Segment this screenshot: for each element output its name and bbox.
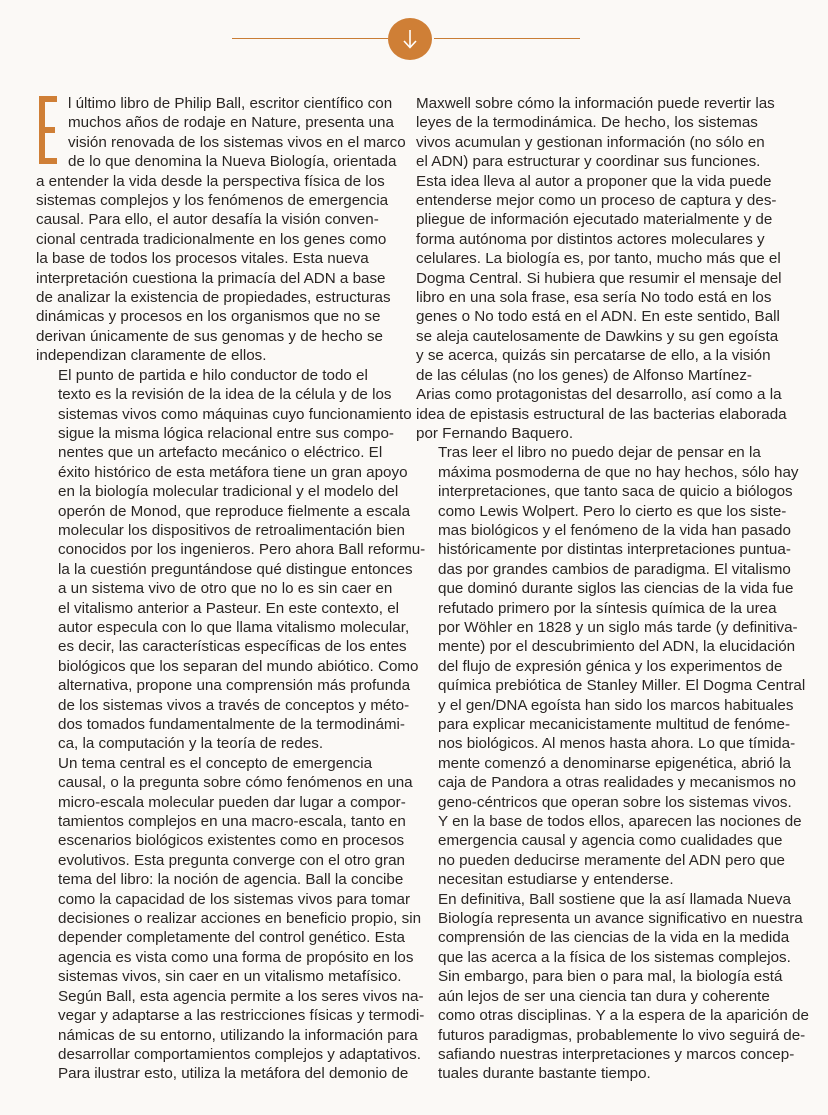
text-line: micro-escala molecular pueden dar lugar a compor- (58, 793, 406, 811)
right-column-paragraph (416, 890, 809, 1084)
text-line: molecular los dispositivos de retroalimentación bien (58, 521, 405, 539)
text-line: celulares. La biología es, por tanto, mucho más que el (416, 250, 781, 268)
text-line: el vitalismo anterior a Pasteur. En este contexto, el (58, 599, 400, 617)
text-line: tema del libro: la noción de agencia. Ball la concibe (58, 871, 404, 889)
text-line: sistemas complejos y los fenómenos de emergencia (36, 192, 389, 210)
text-line: Maxwell sobre cómo la información puede revertir las (416, 95, 775, 112)
text-line: biológicos que los separan del mundo abiótico. Como (58, 657, 419, 675)
text-line: por Wöhler en 1828 y un siglo más tarde (y definitiva- (438, 618, 798, 636)
text-line: tamientos complejos en una macro-escala, tanto en (58, 813, 406, 831)
text-line: del flujo de expresión génica y los experimentos de (438, 657, 783, 675)
text-line: leyes de la termodinámica. De hecho, los sistemas (416, 114, 758, 132)
text-line: desarrollar comportamientos complejos y adaptativos. (58, 1045, 421, 1063)
header-badge (388, 18, 432, 60)
text-line: y el gen/DNA egoísta han sido los marcos habituales (438, 696, 794, 714)
text-line: por Fernando Baquero. (416, 424, 574, 442)
text-line: operón de Monod, que reproduce fielmente a escala (58, 502, 411, 520)
text-line: forma autónoma por distintos actores moleculares y (416, 230, 765, 248)
left-column-paragraph (36, 754, 425, 1084)
text-line: depender completamente del control genético. Esta (58, 929, 405, 947)
text-line: alternativa, propone una comprensión más profunda (58, 677, 411, 695)
text-line: aún lejos de ser una ciencia tan dura y coherente (438, 987, 770, 1005)
text-line: causal. Para ello, el autor desafía la visión conven- (36, 211, 379, 229)
header-rule-left (232, 38, 388, 39)
text-line: mente) por el descubrimiento del ADN, la elucidación (438, 638, 796, 656)
text-line: Y en la base de todos ellos, aparecen las nociones de (438, 813, 802, 831)
text-line: Un tema central es el concepto de emergencia (58, 754, 373, 772)
text-line: das por grandes cambios de paradigma. El vitalismo (438, 560, 791, 578)
text-line: Sin embargo, para bien o para mal, la biología está (438, 968, 783, 986)
text-line: como otras disciplinas. Y a la espera de la aparición de (438, 1007, 809, 1025)
text-line: idea de epistasis estructural de las bacterias elaborada (416, 405, 787, 423)
text-line: la la cuestión preguntándose qué distingue entonces (58, 560, 413, 578)
left-column-paragraph (36, 94, 406, 366)
text-line: máxima posmoderna de que no hay hechos, sólo hay (438, 463, 799, 481)
right-column-paragraph (416, 443, 806, 889)
text-line: comprensión de las ciencias de la vida en la medida (438, 929, 790, 947)
text-line: como Lewis Wolpert. Pero lo cierto es que los siste- (438, 502, 787, 520)
text-line: no pueden deducirse meramente del ADN pero que (438, 851, 786, 869)
left-column (36, 94, 426, 1084)
text-line: safiando nuestras interpretaciones y marcos concep- (438, 1045, 795, 1063)
text-line: como la capacidad de los sistemas vivos para tomar (58, 890, 411, 908)
text-line: refutado primero por la síntesis química de la urea (438, 599, 777, 617)
text-line: para explicar mecanicistamente multitud de fenóme- (438, 716, 791, 733)
down-arrow-icon (401, 28, 419, 50)
text-line: de los sistemas vivos a través de conceptos y méto- (58, 696, 410, 714)
text-line: cional centrada tradicionalmente en los genes como (36, 230, 387, 248)
text-line: sigue la misma lógica relacional entre sus compo- (58, 424, 394, 442)
text-line: independizan claramente de ellos. (36, 347, 267, 365)
text-line: sistemas vivos, sin caer en un vitalismo metafísico. (58, 968, 402, 986)
dropcap-letter (36, 96, 60, 164)
text-line: históricamente por distintas interpretaciones puntua- (438, 541, 791, 559)
text-line: Dogma Central. Si hubiera que resumir el mensaje del (416, 269, 782, 287)
text-line: a un sistema vivo de otro que no lo es sin caer en (58, 580, 393, 598)
text-line: interpretaciones, que tanto saca de quicio a biólogos (438, 483, 793, 501)
text-line: el ADN) para estructurar y coordinar sus funciones. (416, 153, 761, 171)
text-line: mas biológicos y el fenómeno de la vida han pasado (438, 521, 791, 539)
text-line: escenarios biológicos existentes como en procesos (58, 832, 405, 850)
text-line: Tras leer el libro no puedo dejar de pensar en la (438, 444, 761, 462)
text-line: tuales durante bastante tiempo. (438, 1065, 651, 1083)
text-line: sistemas vivos como máquinas cuyo funcionamiento (58, 405, 412, 423)
text-line: mente comenzó a denominarse epigenética, abrió la (438, 754, 791, 772)
left-column-paragraph (36, 366, 426, 754)
text-line: vegar y adaptarse a las restricciones físicas y termodi- (58, 1007, 425, 1025)
text-line: námicas de su entorno, utilizando la información para (58, 1026, 418, 1044)
text-line: futuros paradigmas, probablemente lo vivo seguirá de- (438, 1026, 806, 1044)
text-line: que dominó durante siglos las ciencias de la vida fue (438, 580, 794, 598)
text-line: Para ilustrar esto, utiliza la metáfora del demonio de (58, 1065, 409, 1083)
text-line: evolutivos. Esta pregunta converge con el otro gran (58, 851, 405, 869)
text-line: nos biológicos. Al menos hasta ahora. Lo que tímida- (438, 735, 796, 753)
right-column-paragraph (416, 94, 787, 443)
text-line: emergencia causal y agencia como cualidades que (438, 832, 783, 850)
text-line: la base de todos los procesos vitales. Esta nueva (36, 250, 369, 268)
text-line: y se acerca, quizás sin percatarse de ello, a la visión (416, 347, 771, 365)
text-line: de analizar la existencia de propiedades, estructuras (36, 289, 391, 307)
text-line: visión renovada de los sistemas vivos en el marco (68, 133, 406, 151)
text-line: en la biología molecular tradicional y el modelo del (58, 483, 399, 501)
text-line: que las acerca a la física de los sistemas complejos. (438, 948, 791, 966)
text-line: muchos años de rodaje en Nature, presenta una (68, 114, 394, 132)
text-line: caja de Pandora a otras realidades y mecanismos no (438, 774, 796, 792)
text-line: necesitan estudiarse y entenderse. (438, 871, 674, 889)
text-line: El punto de partida e hilo conductor de todo el (58, 366, 368, 384)
text-line: En definitiva, Ball sostiene que la así llamada Nueva (438, 890, 791, 908)
text-line: Biología representa un avance significativo en nuestra (438, 910, 803, 928)
text-line: dinámicas y procesos en los organismos que no se (36, 308, 381, 326)
text-line: es decir, las características específicas de los entes (58, 638, 407, 656)
text-line: ca, la computación y la teoría de redes. (58, 735, 324, 753)
text-line: de lo que denomina la Nueva Biología, orientada (68, 153, 397, 171)
text-line: geno-céntricos que operan sobre los sistemas vivos. (438, 793, 792, 811)
right-column (416, 94, 809, 1084)
text-line: Esta idea lleva al autor a proponer que la vida puede (416, 172, 772, 190)
text-line: genes o No todo está en el ADN. En este sentido, Ball (416, 308, 780, 326)
text-line: interpretación cuestiona la primacía del ADN a base (36, 269, 386, 287)
text-line: nentes que un artefacto mecánico o eléctrico. El (58, 444, 383, 462)
text-line: se aleja cautelosamente de Dawkins y su gen egoísta (416, 327, 779, 345)
text-line: derivan únicamente de sus genomas y de hecho se (36, 327, 383, 345)
text-line: autor especula con lo que llama vitalismo molecular, (58, 618, 410, 636)
text-line: causal, o la pregunta sobre cómo fenómenos en una (58, 774, 413, 792)
text-line: vivos acumulan y gestionan información (no sólo en (416, 133, 765, 151)
text-line: éxito histórico de esta metáfora tiene un gran apoyo (58, 463, 408, 481)
text-line: Arias como protagonistas del desarrollo, así como a la (416, 386, 782, 404)
text-line: a entender la vida desde la perspectiva física de los (36, 172, 385, 190)
header-rule-right (434, 38, 580, 39)
text-line: decisiones o realizar acciones en beneficio propio, sin (58, 910, 422, 928)
text-line: l último libro de Philip Ball, escritor científico con (68, 95, 393, 112)
text-line: química prebiótica de Stanley Miller. El Dogma Central (438, 677, 806, 695)
text-line: conocidos por los ingenieros. Pero ahora Ball reformu- (58, 541, 426, 559)
text-line: texto es la revisión de la idea de la célula y de los (58, 386, 392, 404)
text-line: de las células (no los genes) de Alfonso Martínez- (416, 366, 752, 384)
text-line: Según Ball, esta agencia permite a los seres vivos na- (58, 987, 424, 1005)
text-line: pliegue de información ejecutado materialmente y de (416, 211, 773, 229)
text-line: dos tomados fundamentalmente de la termodinámi- (58, 716, 405, 733)
text-line: agencia es vista como una forma de propósito en los (58, 948, 414, 966)
text-line: libro en una sola frase, esa sería No todo está en los (416, 289, 772, 307)
text-line: entenderse mejor como un proceso de captura y des- (416, 192, 777, 210)
